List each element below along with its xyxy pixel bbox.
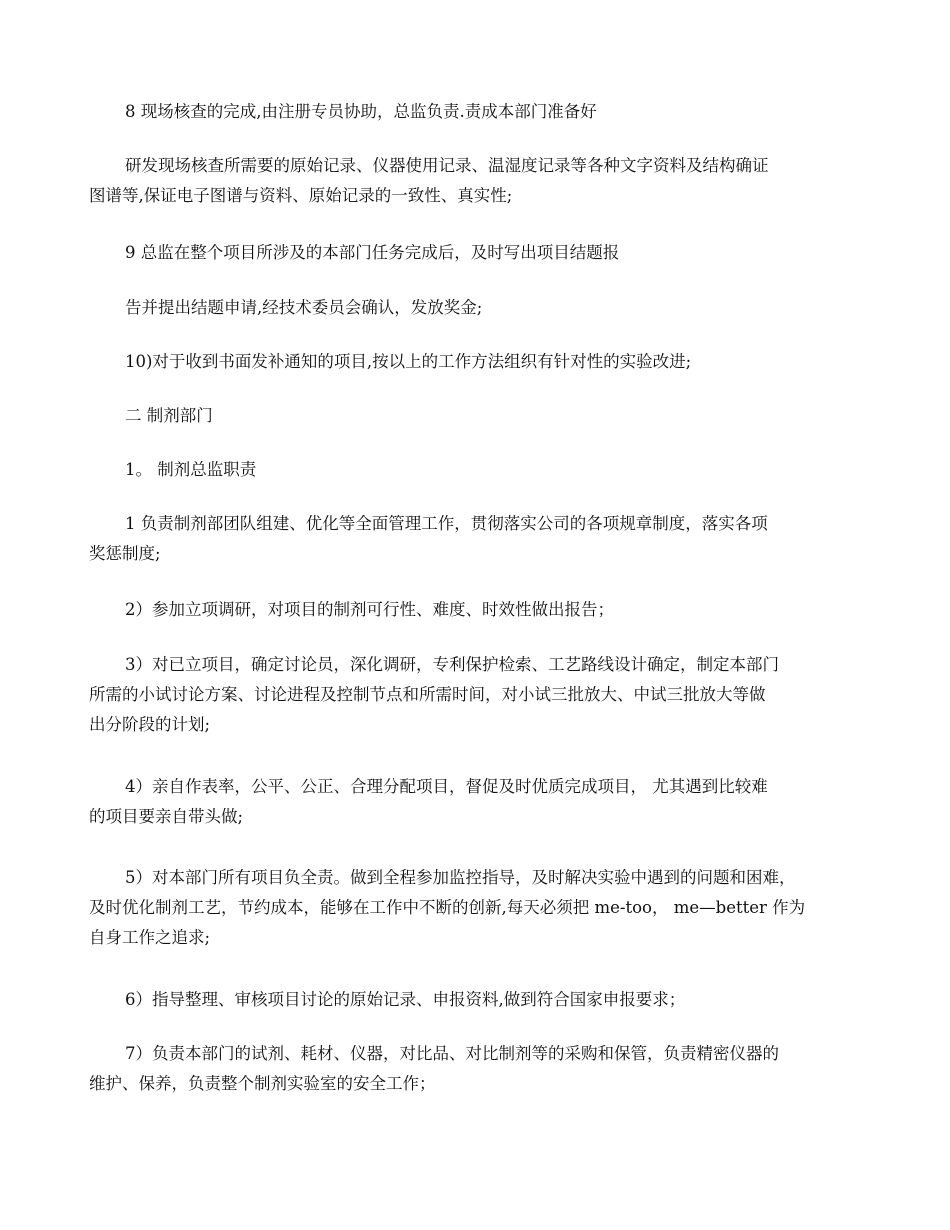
paragraph-duty-4 [89, 772, 874, 832]
paragraph-onsite-inspection [89, 97, 874, 127]
paragraph-duty-6 [89, 985, 874, 1015]
paragraph-final-report [89, 238, 874, 268]
text-line: 图谱等,保证电子图谱与资料、原始记录的一致性、真实性; [89, 186, 513, 205]
text-line: 3）对已立项目，确定讨论员，深化调研，专利保护检索、工艺路线设计确定，制定本部门 [125, 655, 779, 674]
text-line: 1 负责制剂部团队组建、优化等全面管理工作，贯彻落实公司的各项规章制度，落实各项 [125, 514, 768, 533]
text-line: 7）负责本部门的试剂、耗材、仪器，对比品、对比制剂等的采购和保管，负责精密仪器的 [125, 1044, 779, 1063]
text-line: 奖惩制度; [89, 544, 161, 563]
subsection-heading-director-duties [89, 455, 874, 485]
paragraph-duty-5 [89, 863, 874, 953]
paragraph-final-application [89, 293, 874, 323]
text-line: 的项目要亲自带头做; [89, 807, 244, 826]
text-line: 告并提出结题申请,经技术委员会确认，发放奖金; [125, 298, 483, 317]
text-line: 二 制剂部门 [125, 406, 213, 425]
section-heading-formulation-dept [89, 401, 874, 431]
text-line: 研发现场核查所需要的原始记录、仪器使用记录、温湿度记录等各种文字资料及结构确证 [125, 156, 769, 175]
paragraph-raw-records [89, 151, 874, 211]
paragraph-duty-3 [89, 650, 874, 740]
text-line: 所需的小试讨论方案、讨论进程及控制节点和所需时间，对小试三批放大、中试三批放大等做 [89, 685, 766, 704]
paragraph-supplement-notice [89, 347, 874, 377]
text-line: 9 总监在整个项目所涉及的本部门任务完成后，及时写出项目结题报 [125, 243, 620, 262]
text-line: 6）指导整理、审核项目讨论的原始记录、申报资料,做到符合国家申报要求； [125, 990, 686, 1009]
text-line: 自身工作之追求; [89, 928, 211, 947]
text-line: 维护、保养，负责整个制剂实验室的安全工作； [89, 1074, 436, 1093]
paragraph-duty-1 [89, 509, 874, 569]
text-line: 10)对于收到书面发补通知的项目,按以上的工作方法组织有针对性的实验改进; [125, 352, 692, 371]
text-line: 5）对本部门所有项目负全责。做到全程参加监控指导，及时解决实验中遇到的问题和困难， [125, 868, 796, 887]
text-line: 8 现场核查的完成,由注册专员协助，总监负责.责成本部门准备好 [125, 102, 597, 121]
paragraph-duty-7 [89, 1039, 874, 1099]
paragraph-duty-2 [89, 595, 874, 625]
text-line: 出分阶段的计划; [89, 715, 211, 734]
text-line: 4）亲自作表率，公平、公正、合理分配项目，督促及时优质完成项目， 尤其遇到比较难 [125, 777, 768, 796]
text-line: 2）参加立项调研，对项目的制剂可行性、难度、时效性做出报告； [125, 600, 614, 619]
text-line: 1。 制剂总监职责 [125, 460, 257, 479]
text-line: 及时优化制剂工艺，节约成本，能够在工作中不断的创新,每天必须把 me-too， me—better 作为 [89, 898, 806, 917]
